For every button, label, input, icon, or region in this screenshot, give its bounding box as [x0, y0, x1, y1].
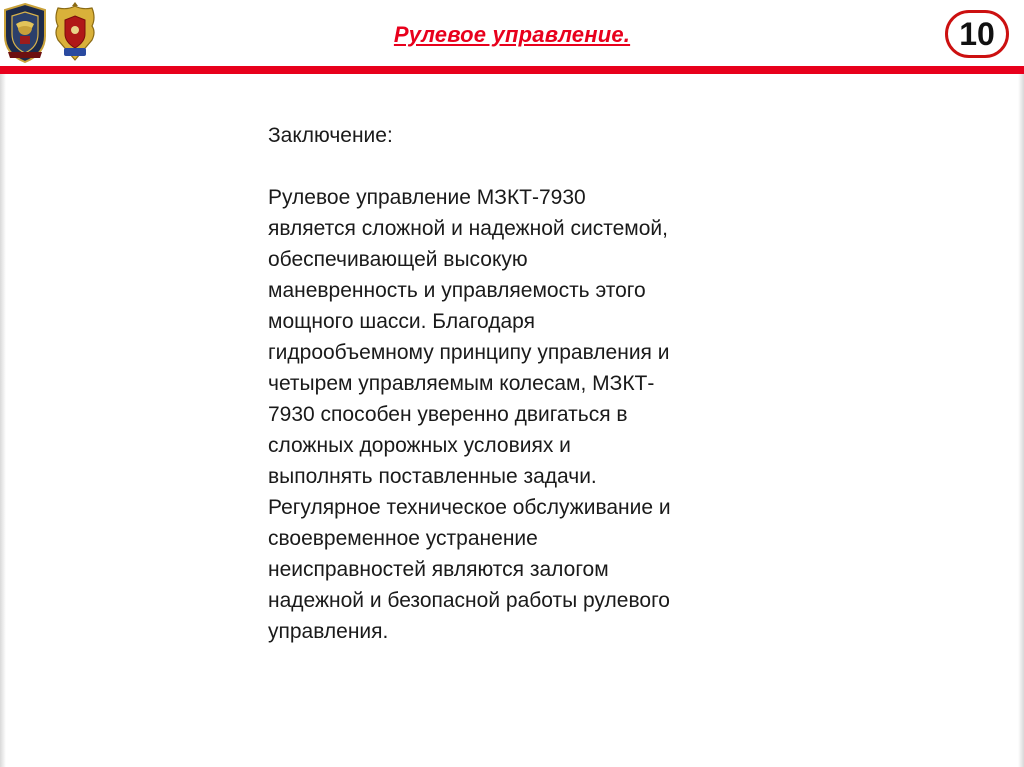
- text-line: обеспечивающей высокую: [268, 248, 528, 271]
- slide-title: Рулевое управление.: [393, 22, 631, 47]
- page-number: 10: [959, 15, 995, 52]
- text-line: 7930 способен уверенно двигаться в: [268, 403, 628, 426]
- text-line: маневренность и управляемость этого: [268, 279, 646, 302]
- left-edge-shadow: [0, 74, 6, 767]
- text-line: выполнять поставленные задачи.: [268, 465, 597, 488]
- text-line: надежной и безопасной работы рулевого: [268, 589, 670, 612]
- text-line: является сложной и надежной системой,: [268, 217, 668, 240]
- text-line: неисправностей являются залогом: [268, 558, 609, 581]
- text-line: четырем управляемым колесам, МЗКТ-: [268, 372, 655, 395]
- header-divider: [0, 66, 1024, 74]
- body-text: [268, 120, 768, 647]
- text-line: своевременное устранение: [268, 527, 538, 550]
- text-line: сложных дорожных условиях и: [268, 434, 571, 457]
- text-line: управления.: [268, 620, 389, 643]
- text-line: Рулевое управление МЗКТ-7930: [268, 186, 586, 209]
- text-line: Регулярное техническое обслуживание и: [268, 496, 671, 519]
- conclusion-heading: Заключение:: [268, 124, 393, 147]
- text-line: гидрообъемному принципу управления и: [268, 341, 670, 364]
- right-edge-shadow: [1018, 74, 1024, 767]
- slide-header: [0, 0, 1024, 70]
- text-line: мощного шасси. Благодаря: [268, 310, 535, 333]
- page-number-badge: [945, 10, 1009, 58]
